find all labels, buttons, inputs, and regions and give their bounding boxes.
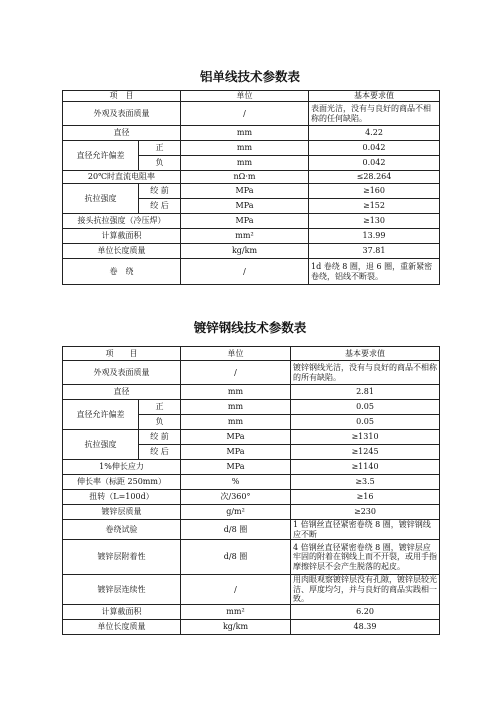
table-row: 外观及表面质量 / 镀锌钢线光洁，没有与良好的商品不相称的所有缺陷。 bbox=[63, 361, 440, 385]
table-row: 计算截面积 mm² 6.20 bbox=[63, 604, 440, 619]
table-row: 负 mm 0.042 bbox=[63, 156, 440, 171]
table-row: 卷 绕 / 1d 卷绕 8 圈，退 6 圈，重新紧密卷绕，铝线不断裂。 bbox=[63, 259, 440, 285]
table-row: 负 mm 0.05 bbox=[63, 415, 440, 430]
aluminum-wire-table bbox=[62, 90, 440, 285]
header-item: 项 目 bbox=[63, 347, 181, 361]
header-value: 基本要求值 bbox=[309, 91, 440, 102]
table-row: 绞 后 MPa ≥152 bbox=[63, 199, 440, 214]
table-row: 计算截面积 mm² 13.99 bbox=[63, 229, 440, 244]
header-item: 项 目 bbox=[63, 91, 181, 102]
header-unit: 单位 bbox=[181, 91, 309, 102]
table-header-row bbox=[63, 347, 440, 361]
table-row: 镀锌层附着性 d/8 圈 4 倍钢丝直径紧密卷绕 8 圈，镀锌层应牢固的附着在钢线上而不开裂，或用手指摩擦锌层不会产生脱落的起皮。 bbox=[63, 540, 440, 575]
table1-title: 铝单线技术参数表 bbox=[199, 69, 300, 84]
table-row: 直径允许偏差 正 mm 0.042 bbox=[63, 141, 440, 156]
table-row: 外观及表面质量 / 表面光洁，没有与良好的商品不相称的任何缺陷。 bbox=[63, 102, 440, 126]
table-row: 伸长率（标距 250mm） % ≥3.5 bbox=[63, 475, 440, 490]
table-row: 扭转（L=100d） 次/360° ≥16 bbox=[63, 490, 440, 505]
table-row: 绞 后 MPa ≥1245 bbox=[63, 445, 440, 460]
table-row: 接头抗拉强度（冷压焊） MPa ≥130 bbox=[63, 214, 440, 229]
table-row: 单位长度质量 kg/km 48.39 bbox=[63, 619, 440, 634]
table-row: 1%伸长应力 MPa ≥1140 bbox=[63, 460, 440, 475]
table-row: 20℃时直流电阻率 nΩ·m ≤28.264 bbox=[63, 171, 440, 184]
header-unit: 单位 bbox=[181, 347, 291, 361]
galvanized-steel-wire-table bbox=[62, 346, 440, 635]
table-row: 单位长度质量 kg/km 37.81 bbox=[63, 244, 440, 259]
table-row: 镀锌层连续性 / 用肉眼观察镀锌层没有孔隙，镀锌层较光洁、厚度均匀，并与良好的商品实践相一致。 bbox=[63, 575, 440, 605]
table-row: 直径 mm 2.81 bbox=[63, 385, 440, 400]
header-value: 基本要求值 bbox=[291, 347, 440, 361]
table-row: 直径 mm 4.22 bbox=[63, 126, 440, 141]
table-row: 抗拉强度 绞 前 MPa ≥1310 bbox=[63, 430, 440, 445]
table-row: 直径允许偏差 正 mm 0.05 bbox=[63, 400, 440, 415]
table-row: 抗拉强度 绞 前 MPa ≥160 bbox=[63, 184, 440, 199]
table2-title: 镀锌钢线技术参数表 bbox=[193, 320, 307, 335]
table-row: 镀锌层质量 g/m² ≥230 bbox=[63, 505, 440, 520]
table-header-row bbox=[63, 91, 440, 102]
table-row: 卷绕试验 d/8 圈 1 倍钢丝直径紧密卷绕 8 圈，镀锌钢线应不断 bbox=[63, 520, 440, 540]
